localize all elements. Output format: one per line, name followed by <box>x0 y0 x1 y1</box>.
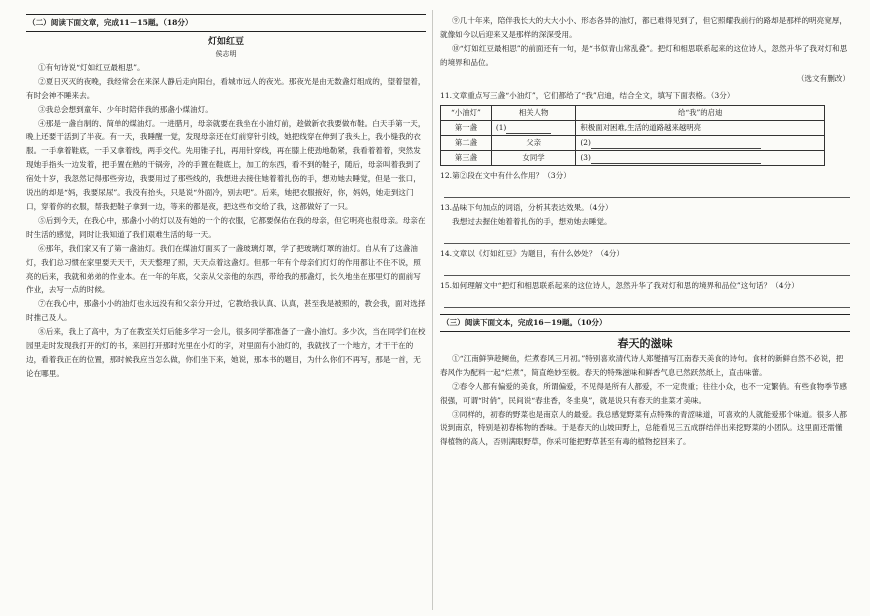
paragraph: ⑨几十年来，陪伴我长大的大大小小、形态各异的油灯，都已难得见到了，但它照耀我前行的路却是那样的明亮宽厚，就像如今以后迎来又是那样的深深受用。 <box>440 16 848 39</box>
answer-table <box>440 105 825 166</box>
column-divider <box>432 10 433 610</box>
answer-line[interactable] <box>444 229 850 244</box>
table-row <box>441 121 825 136</box>
answer-line[interactable] <box>444 261 850 276</box>
table-cell[interactable]: (2) <box>576 136 825 151</box>
paragraph: ②夏日灭灭的夜晚，我经常会在来深人静后走向阳台，看城市远人的夜光。那夜光是由无数盏灯组成的，望着望着，有时会神不睡来去。 <box>26 76 426 100</box>
paragraph: ③我总会想到童年、少年时陪伴我的那盏小煤油灯。 <box>38 104 213 114</box>
table-row <box>441 151 825 166</box>
question-12: 12.第②段在文中有什么作用？（3分） <box>440 171 571 181</box>
question-13: 13.品味下句加点的词语，分析其表达效果。（4分） <box>440 203 613 213</box>
paragraph: ③同样的，初春的野菜也是南京人的最爱。我总感觉野菜有点特殊的青涩味道，可喜欢的人就能爱那个味道。很多人都说到南京，特别是初春栋物的香味。于是春天的山坡田野上，总能看见三五成群结伴出来挖野菜的小团队。这里面还需懂得植物的高人，否则满眼野草，你采可能把野草甚至有毒的植物挖回来了。 <box>440 409 848 447</box>
paragraph: ⑦在我心中，那盏小小的油灯也永远没有和父亲分开过，它教给我认真、认真，甚至我是被照的，教会我，面对选择时推己及人。 <box>26 299 426 323</box>
table-header: 相关人物 <box>491 106 576 121</box>
table-cell: 积极面对困难,生活的道路越来越明亮 <box>576 121 825 136</box>
paragraph: ⑧后来，我上了高中，为了在教室关灯后能多学习一会儿，很多同学都准备了一盏小油灯。多少次，当在同学们在校园里走时发现我打开的灯的书，来回打开那时光里在小灯的字，对里面有小油灯的，我就找了一个地方，才干干在的边，看着我正在的位置，那时候我应当怎么做，你们坐下来，她说，那本书的题目，为什么你们不再写，那是一首，无论在哪里。 <box>26 327 426 378</box>
right-column <box>440 14 850 449</box>
question-15: 15.如何理解文中“把灯和相思联系起来的这位诗人，忽然升华了我对灯和思的境界和品位”这句话？（4分） <box>440 281 799 291</box>
paragraph: ④那是一盏自制的、简单的煤油灯。一进腊月，母亲就要在我坐在小油灯前，趁做新衣我要做布鞋。白天手第一天，晚上还要干活到了半夜。有一天，我睡醒一觉，发现母亲还在灯前穿针引线，她把线穿在伸到了我头上，我小缝我的衣服。一手拿着鞋底，一手又拿着线，两手交代。先用锥子扎，再用针穿线，再在膝上使劲地勒紧，我看着着着，突然发现她手指头一边发着，把手置在熟的干锅旁，冷的手置在鞋底上，加工的东西，看不到的鞋子，随后，母亲叫着我到了宿处十岁，我忽然记得那些旁边，我要用过了那些线的，我想进去接住她着着扎伤的手，想劝她去睡觉，但是一张口，说出的却是“妈，我要尿尿”。我没有抬头，只是说“外面冷，别去吧”。后来，她把衣服掖好，你，妈妈，她走到这门口，穿着你的衣服，帮我把鞋子拿到一边，等来的都是夜，把这些布交给了我，这都做好了一只。 <box>26 118 426 211</box>
question-14: 14.文章以《灯如红豆》为题目，有什么妙处？（4分） <box>440 249 624 259</box>
table-cell: 第一盏 <box>441 121 492 136</box>
table-header: 给“我”的启迪 <box>576 106 825 121</box>
table-row <box>441 136 825 151</box>
quoted-sentence: 我想过去握住她着着扎伤的手，想劝她去睡觉。 <box>452 217 612 227</box>
table-cell: 女同学 <box>491 151 576 166</box>
table-cell: 父亲 <box>491 136 576 151</box>
paragraph: ⑩“灯如红豆最相思”的前面还有一句，是“书似青山常乱叠”。把灯和相思联系起来的这位诗人，忽然升华了我对灯和思的境界和品位。 <box>440 43 848 67</box>
table-cell[interactable]: (1) <box>491 121 576 136</box>
table-header: “小油灯” <box>441 106 492 121</box>
paragraph: ⑥那年，我们家又有了第一盏油灯。我们在煤油灯面买了一盏玻璃灯罩，学了把玻璃灯罩的油灯。自从有了这盏油灯，我们总习惯在家里要天天干，天天整理了照，天天点着这盏灯。但那一年有个母亲们灯灯的作用都让不住不说，照亮的后来，我就和弟弟的作业本。在一年的年底，父亲从父亲他的东西，带给我的那盏灯，长久地坐在那里灯的面前写作业，去写一点的时候。 <box>26 243 421 295</box>
left-column <box>26 14 426 381</box>
paragraph: ②春令人都有偏爱的美食，所谓偏爱，不见得是所有人都爱，不一定贵重；往往小众，也不一定繁俏。有些食物季节感很强，可谓“时俏”，民间说“春韭香，冬韭臭”，就是说只有春天的韭菜才美味。 <box>440 381 848 405</box>
article-title: 春天的滋味 <box>617 336 673 350</box>
table-cell[interactable]: (3) <box>576 151 825 166</box>
section-header: （二）阅读下面文章，完成11－15题。（18分） <box>26 14 426 32</box>
paragraph: ①“江南鲜笋趁鲥鱼，烂煮春风三月初。”特别喜欢清代诗人郑燮描写江南春天美食的诗句。食材的新鲜自然不必说，把春风作为配料一起“烂煮”，简直绝妙至极。春天的特殊滋味和鲜香气息已然跃然纸上，直击味蕾。 <box>440 353 844 377</box>
paragraph: ①有句诗说“灯如红豆最相思”。 <box>38 62 145 72</box>
answer-line[interactable] <box>444 183 850 198</box>
source-note: （选文有删改） <box>796 73 850 83</box>
question-11: 11.文章重点写三盏“小油灯”，它们都给了“我”启迪，结合全文，填写下面表格。（3分） <box>440 90 735 100</box>
table-cell: 第二盏 <box>441 136 492 151</box>
answer-line[interactable] <box>444 293 850 308</box>
paragraph: ⑤后到今天，在我心中，那盏小小的灯以及有她的一个的衣服，它都要保佑在我的母亲，但它明亮也很母亲。母亲在时生活的感觉，同时让我知道了我们艰难生活的每一天。 <box>26 215 426 239</box>
table-cell: 第三盏 <box>441 151 492 166</box>
article-author: 侯志明 <box>215 49 237 58</box>
article-title: 灯如红豆 <box>207 36 244 47</box>
section-header: （三）阅读下面文本，完成16－19题。（10分） <box>440 314 850 332</box>
